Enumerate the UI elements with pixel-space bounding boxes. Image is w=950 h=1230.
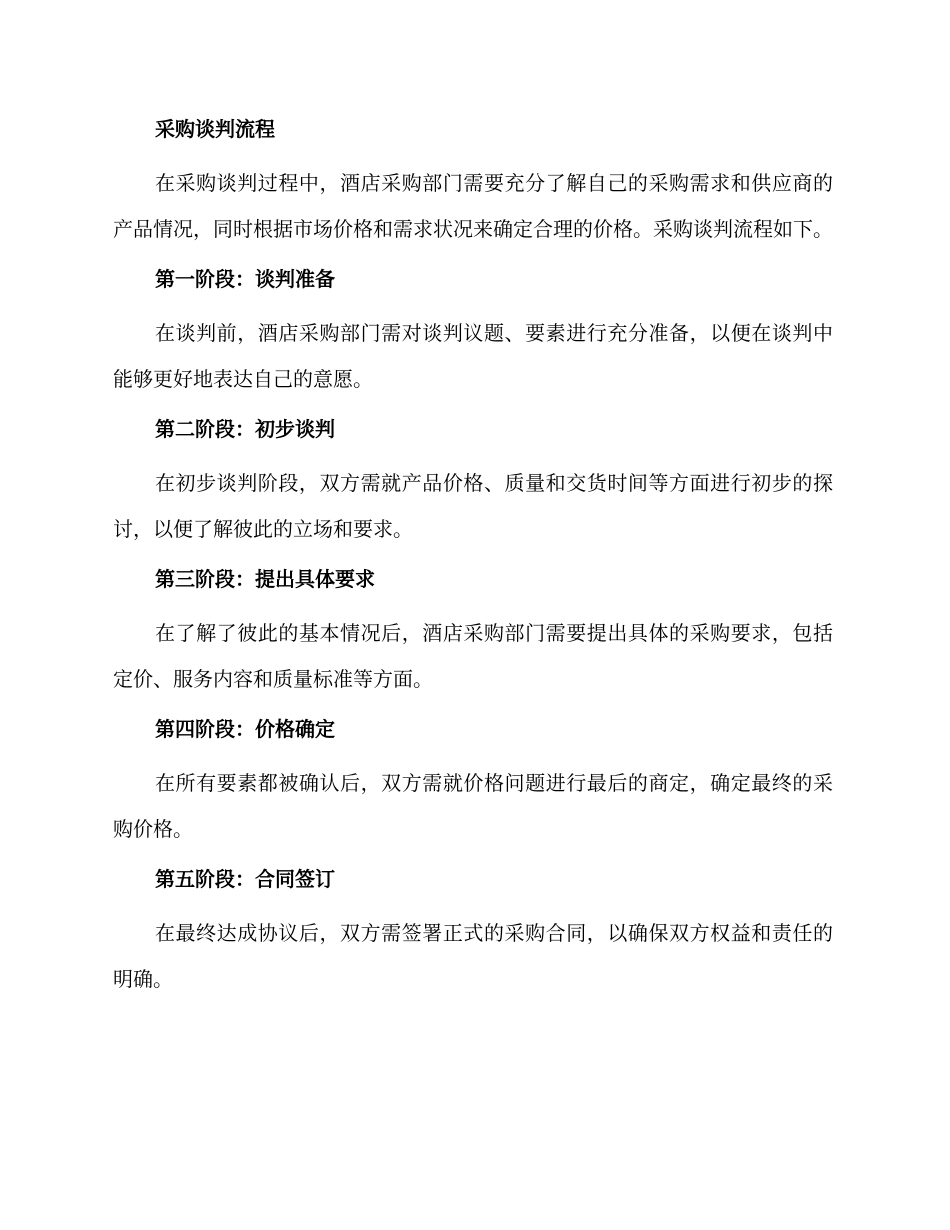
stage-2-text: 在初步谈判阶段，双方需就产品价格、质量和交货时间等方面进行初步的探讨，以便了解彼此的立场和要求。 <box>113 471 833 541</box>
stage-5-text: 在最终达成协议后，双方需签署正式的采购合同，以确保双方权益和责任的明确。 <box>113 921 833 991</box>
stage-4-heading: 第四阶段：价格确定 <box>155 717 335 741</box>
intro-paragraph: 在采购谈判过程中，酒店采购部门需要充分了解自己的采购需求和供应商的产品情况，同时根据市场价格和需求状况来确定合理的价格。采购谈判流程如下。 <box>113 171 833 241</box>
stage-5-heading: 第五阶段：合同签订 <box>155 867 335 891</box>
stage-3-heading: 第三阶段：提出具体要求 <box>155 567 375 591</box>
stage-3-text: 在了解了彼此的基本情况后，酒店采购部门需要提出具体的采购要求，包括定价、服务内容和质量标准等方面。 <box>113 621 833 691</box>
stage-4-text: 在所有要素都被确认后，双方需就价格问题进行最后的商定，确定最终的采购价格。 <box>113 771 833 841</box>
stage-1-text: 在谈判前，酒店采购部门需对谈判议题、要素进行充分准备，以便在谈判中能够更好地表达自己的意愿。 <box>113 321 833 391</box>
stage-1-heading: 第一阶段：谈判准备 <box>155 267 335 291</box>
stage-2-heading: 第二阶段：初步谈判 <box>155 417 335 441</box>
document-title: 采购谈判流程 <box>155 117 275 141</box>
document-page <box>113 112 833 1012</box>
